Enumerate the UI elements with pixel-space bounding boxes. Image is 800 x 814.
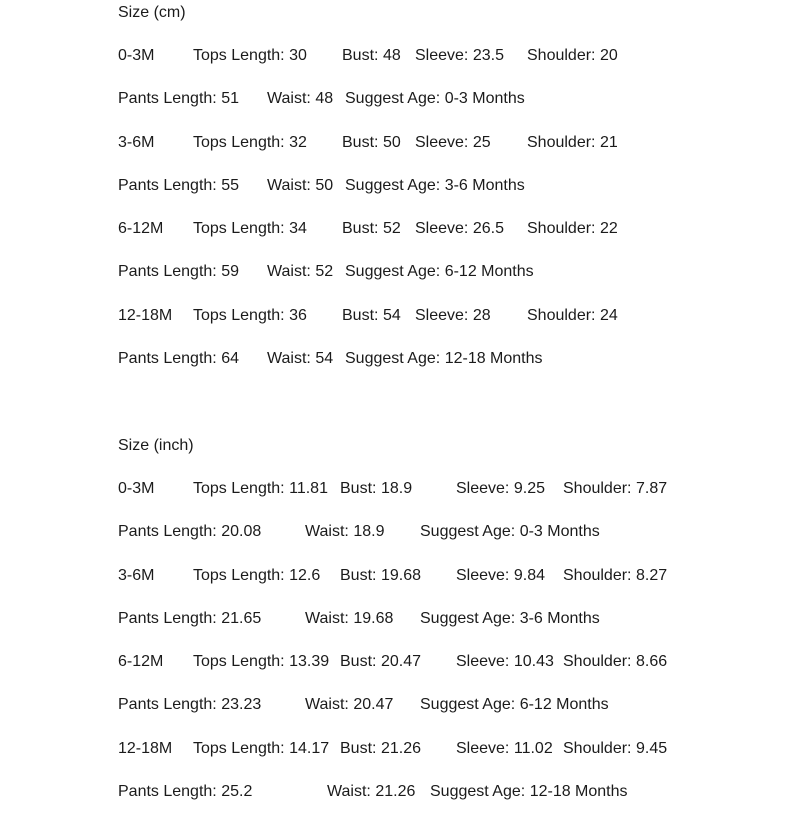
waist-value: 21.26 [375,782,416,800]
bust-label: Bust: [340,653,377,671]
pants-length-field [118,90,267,108]
suggest-age-label: Suggest Age: [420,696,516,714]
sleeve-field [415,134,527,152]
tops-length-label: Tops Length: [193,46,285,64]
size-row-pants [118,337,800,380]
suggest-age-value: 12-18 Months [529,782,628,800]
sleeve-field [415,220,527,238]
sleeve-label: Sleeve: [456,739,510,757]
size-row-measurements [118,121,800,164]
bust-field [342,220,415,238]
shoulder-value: 8.27 [636,566,668,584]
pants-length-value: 20.08 [221,523,262,541]
shoulder-value: 24 [600,306,618,324]
suggest-age-field [430,783,628,801]
size-label: 6-12M [118,653,164,671]
suggest-age-field [345,90,525,108]
shoulder-field [563,480,667,498]
tops-length-label: Tops Length: [193,653,285,671]
sleeve-field [456,653,563,671]
pants-length-value: 23.23 [221,696,262,714]
section-title-line [118,0,800,34]
sleeve-value: 9.25 [513,479,546,497]
size-label: 3-6M [118,133,155,151]
bust-label: Bust: [342,306,379,324]
sleeve-field [415,307,527,325]
shoulder-label: Shoulder: [563,739,632,757]
shoulder-field [527,47,618,65]
waist-value: 48 [315,90,334,108]
tops-length-value: 30 [289,46,307,64]
sleeve-label: Sleeve: [456,653,510,671]
suggest-age-field [345,177,525,195]
shoulder-label: Shoulder: [563,479,632,497]
size-label: 3-6M [118,566,155,584]
suggest-age-field [345,350,543,368]
pants-length-field [118,350,267,368]
bust-label: Bust: [340,739,377,757]
size-label: 12-18M [118,739,173,757]
pants-length-value: 59 [221,263,240,281]
bust-value: 52 [382,220,401,238]
tops-length-value: 36 [289,306,307,324]
section-title-inch: Size (inch) [118,436,194,454]
sleeve-value: 10.43 [513,653,554,671]
bust-value: 18.9 [380,479,413,497]
size-row-measurements [118,640,800,683]
size-row-pants [118,251,800,294]
size-row-pants [118,597,800,640]
suggest-age-label: Suggest Age: [345,263,441,281]
tops-length-value: 13.39 [289,653,330,671]
tops-length-label: Tops Length: [193,220,285,238]
waist-label: Waist: [267,350,311,368]
shoulder-field [563,567,667,585]
suggest-age-label: Suggest Age: [345,90,441,108]
sleeve-label: Sleeve: [456,566,510,584]
suggest-age-label: Suggest Age: [345,176,441,194]
bust-value: 21.26 [380,739,422,757]
shoulder-label: Shoulder: [563,566,632,584]
waist-label: Waist: [267,176,311,194]
waist-field [267,350,345,368]
suggest-age-field [420,523,600,541]
suggest-age-label: Suggest Age: [420,609,516,627]
pants-length-field [118,263,267,281]
tops-length-field [193,480,340,498]
shoulder-value: 22 [600,220,618,238]
pants-length-value: 21.65 [221,609,262,627]
bust-value: 54 [382,306,401,324]
pants-length-label: Pants Length: [118,90,217,108]
sleeve-field [456,567,563,585]
tops-length-label: Tops Length: [193,133,285,151]
suggest-age-label: Suggest Age: [420,523,516,541]
pants-length-field [118,177,267,195]
suggest-age-label: Suggest Age: [345,350,441,368]
bust-value: 20.47 [380,653,422,671]
shoulder-field [527,134,618,152]
size-row-pants [118,684,800,727]
waist-value: 18.9 [353,523,385,541]
pants-length-label: Pants Length: [118,696,217,714]
tops-length-field [193,740,340,758]
waist-value: 19.68 [353,609,394,627]
shoulder-label: Shoulder: [527,306,596,324]
suggest-age-label: Suggest Age: [430,782,526,800]
pants-length-field [118,783,327,801]
size-row-pants [118,164,800,207]
shoulder-value: 20 [600,46,618,64]
bust-value: 48 [382,46,401,64]
sleeve-value: 23.5 [472,46,505,64]
sleeve-label: Sleeve: [415,220,469,238]
bust-label: Bust: [342,133,379,151]
pants-length-label: Pants Length: [118,263,217,281]
bust-field [342,307,415,325]
tops-length-field [193,47,342,65]
pants-length-label: Pants Length: [118,609,217,627]
size-row-pants [118,78,800,121]
sleeve-value: 25 [472,133,491,151]
bust-label: Bust: [340,479,377,497]
size-row-measurements [118,467,800,510]
tops-length-value: 12.6 [289,566,321,584]
bust-value: 50 [382,133,401,151]
waist-value: 52 [315,263,334,281]
bust-field [340,567,456,585]
suggest-age-value: 0-3 Months [444,90,525,108]
sleeve-field [456,740,563,758]
pants-length-value: 51 [221,90,240,108]
tops-length-field [193,567,340,585]
waist-field [305,523,420,541]
sleeve-field [415,47,527,65]
suggest-age-value: 3-6 Months [519,609,600,627]
tops-length-field [193,307,342,325]
tops-length-value: 14.17 [289,739,330,757]
waist-label: Waist: [327,782,371,800]
waist-label: Waist: [305,696,349,714]
size-inch-section [118,424,800,814]
waist-label: Waist: [267,90,311,108]
bust-field [340,740,456,758]
shoulder-field [527,220,618,238]
suggest-age-value: 6-12 Months [519,696,609,714]
size-row-pants [118,770,800,813]
pants-length-label: Pants Length: [118,523,217,541]
sleeve-label: Sleeve: [415,306,469,324]
shoulder-label: Shoulder: [527,46,596,64]
tops-length-value: 32 [289,133,307,151]
sleeve-value: 9.84 [513,566,546,584]
bust-field [342,134,415,152]
pants-length-label: Pants Length: [118,350,217,368]
waist-field [327,783,430,801]
sleeve-label: Sleeve: [456,479,510,497]
waist-field [267,263,345,281]
section-title-line [118,424,800,467]
pants-length-value: 25.2 [221,782,253,800]
shoulder-label: Shoulder: [527,133,596,151]
waist-label: Waist: [305,609,349,627]
shoulder-label: Shoulder: [527,220,596,238]
suggest-age-value: 12-18 Months [444,350,543,368]
waist-field [267,177,345,195]
tops-length-label: Tops Length: [193,306,285,324]
waist-value: 54 [315,350,334,368]
section-title-cm: Size (cm) [118,3,186,21]
size-label: 0-3M [118,46,155,64]
suggest-age-field [420,610,600,628]
shoulder-value: 21 [600,133,618,151]
suggest-age-field [420,696,609,714]
pants-length-field [118,523,305,541]
pants-length-field [118,696,305,714]
size-row-measurements [118,294,800,337]
tops-length-value: 11.81 [289,479,328,497]
tops-length-label: Tops Length: [193,479,285,497]
size-row-measurements [118,34,800,77]
shoulder-value: 9.45 [636,739,668,757]
shoulder-field [527,307,618,325]
waist-field [305,696,420,714]
size-row-measurements [118,554,800,597]
suggest-age-value: 3-6 Months [444,176,525,194]
size-row-measurements [118,727,800,770]
shoulder-value: 7.87 [636,479,668,497]
tops-length-field [193,134,342,152]
bust-field [342,47,415,65]
sleeve-label: Sleeve: [415,46,469,64]
pants-length-label: Pants Length: [118,176,217,194]
sleeve-label: Sleeve: [415,133,469,151]
size-label: 6-12M [118,220,164,238]
size-label: 12-18M [118,306,173,324]
tops-length-value: 34 [289,220,307,238]
waist-label: Waist: [267,263,311,281]
pants-length-value: 64 [221,350,240,368]
shoulder-field [563,653,667,671]
size-label: 0-3M [118,479,155,497]
bust-label: Bust: [340,566,377,584]
bust-label: Bust: [342,220,379,238]
tops-length-label: Tops Length: [193,739,285,757]
waist-value: 50 [315,176,334,194]
size-row-measurements [118,207,800,250]
bust-field [340,653,456,671]
suggest-age-value: 6-12 Months [444,263,534,281]
size-row-pants [118,511,800,554]
sleeve-value: 26.5 [472,220,505,238]
tops-length-field [193,653,340,671]
waist-label: Waist: [305,523,349,541]
shoulder-field [563,740,667,758]
size-cm-section [118,0,800,381]
suggest-age-field [345,263,534,281]
shoulder-value: 8.66 [636,653,668,671]
waist-field [305,610,420,628]
waist-field [267,90,345,108]
suggest-age-value: 0-3 Months [519,523,600,541]
bust-label: Bust: [342,46,379,64]
pants-length-label: Pants Length: [118,782,217,800]
tops-length-field [193,220,342,238]
bust-value: 19.68 [380,566,422,584]
sleeve-value: 28 [472,306,491,324]
sleeve-field [456,480,563,498]
shoulder-label: Shoulder: [563,653,632,671]
bust-field [340,480,456,498]
tops-length-label: Tops Length: [193,566,285,584]
waist-value: 20.47 [353,696,394,714]
pants-length-value: 55 [221,176,240,194]
sleeve-value: 11.02 [513,739,553,757]
pants-length-field [118,610,305,628]
